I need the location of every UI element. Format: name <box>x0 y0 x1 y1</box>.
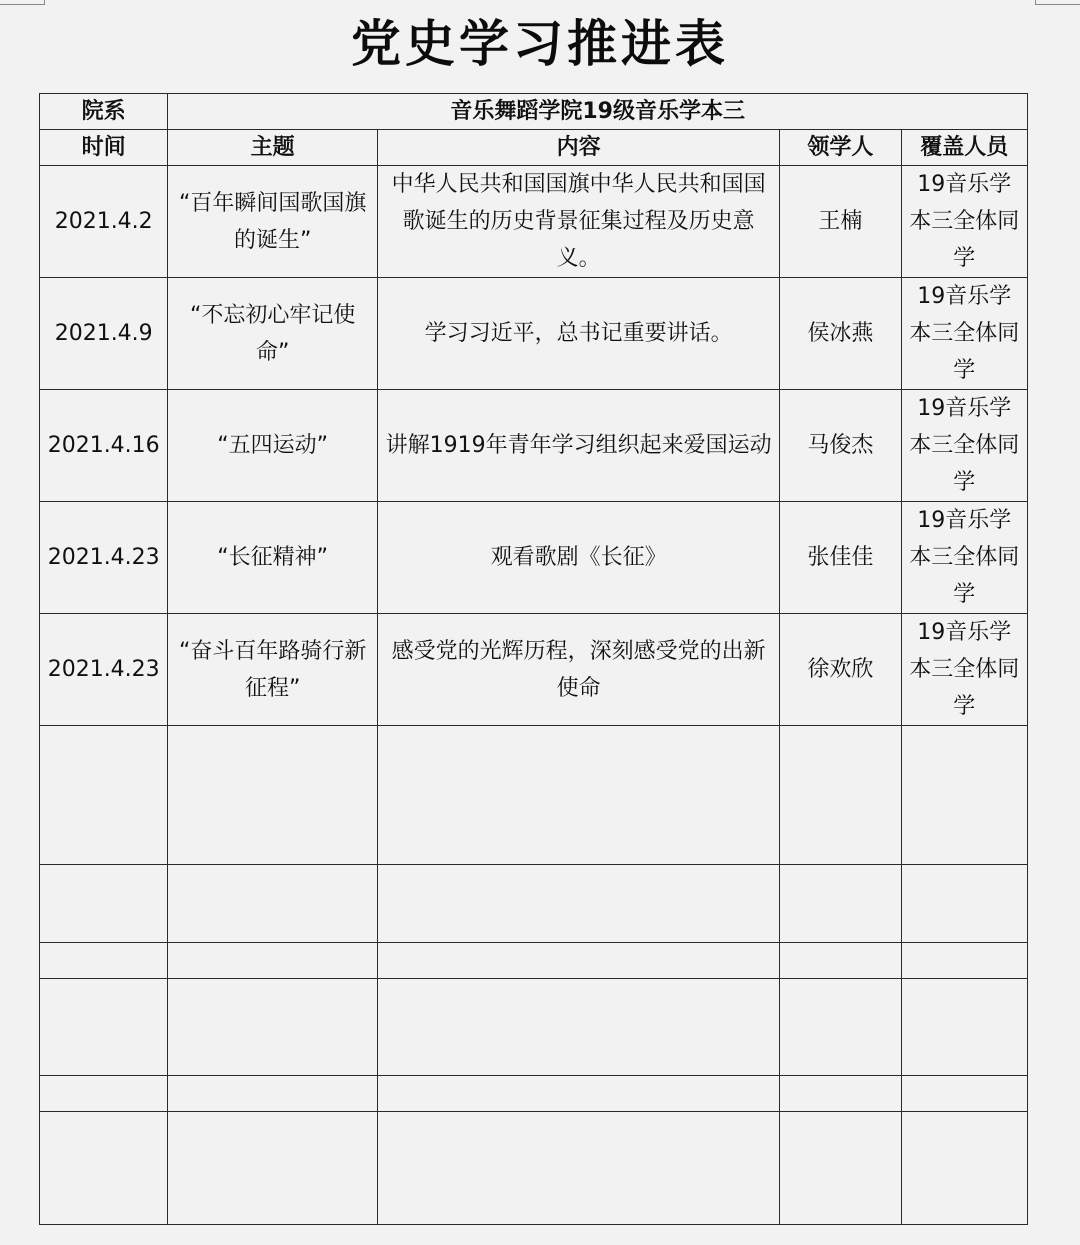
empty-cell <box>780 1112 901 1225</box>
empty-cell <box>40 1112 168 1225</box>
row-coverage: 19音乐学本三全体同学 <box>901 614 1027 726</box>
empty-cell <box>901 979 1027 1076</box>
row-time: 2021.4.23 <box>40 614 168 726</box>
empty-cell <box>780 943 901 979</box>
row-coverage: 19音乐学本三全体同学 <box>901 278 1027 390</box>
empty-cell <box>780 726 901 865</box>
department-label: 院系 <box>40 94 168 130</box>
row-content: 中华人民共和国国旗中华人民共和国国歌诞生的历史背景征集过程及历史意义。 <box>378 166 780 278</box>
empty-cell <box>901 865 1027 943</box>
empty-cell <box>168 1112 378 1225</box>
table-row <box>40 614 1028 726</box>
empty-cell <box>378 865 780 943</box>
row-content: 观看歌剧《长征》 <box>378 502 780 614</box>
row-content: 学习习近平，总书记重要讲话。 <box>378 278 780 390</box>
table-row <box>40 166 1028 278</box>
row-topic: “五四运动” <box>168 390 378 502</box>
row-time: 2021.4.9 <box>40 278 168 390</box>
empty-cell <box>378 1076 780 1112</box>
row-leader: 王楠 <box>780 166 901 278</box>
row-leader: 马俊杰 <box>780 390 901 502</box>
empty-cell <box>901 1112 1027 1225</box>
column-header-time: 时间 <box>40 130 168 166</box>
row-topic: “长征精神” <box>168 502 378 614</box>
column-header-row <box>40 130 1028 166</box>
empty-row <box>40 726 1028 865</box>
department-row <box>40 94 1028 130</box>
row-topic: “百年瞬间国歌国旗的诞生” <box>168 166 378 278</box>
empty-cell <box>378 1112 780 1225</box>
row-topic: “奋斗百年路骑行新征程” <box>168 614 378 726</box>
column-header-leader: 领学人 <box>780 130 901 166</box>
empty-cell <box>378 943 780 979</box>
empty-row <box>40 979 1028 1076</box>
document-title: 党史学习推进表 <box>351 15 729 73</box>
empty-row <box>40 1076 1028 1112</box>
row-time: 2021.4.16 <box>40 390 168 502</box>
row-time: 2021.4.2 <box>40 166 168 278</box>
table-row <box>40 278 1028 390</box>
empty-cell <box>40 865 168 943</box>
row-coverage: 19音乐学本三全体同学 <box>901 390 1027 502</box>
empty-cell <box>901 1076 1027 1112</box>
empty-cell <box>780 1076 901 1112</box>
empty-cell <box>40 943 168 979</box>
row-topic: “不忘初心牢记使命” <box>168 278 378 390</box>
row-coverage: 19音乐学本三全体同学 <box>901 166 1027 278</box>
table-row <box>40 390 1028 502</box>
empty-cell <box>168 726 378 865</box>
empty-cell <box>780 979 901 1076</box>
empty-cell <box>901 726 1027 865</box>
column-header-content: 内容 <box>378 130 780 166</box>
table-row <box>40 502 1028 614</box>
study-plan-table <box>39 93 1028 1225</box>
empty-cell <box>40 726 168 865</box>
empty-cell <box>168 979 378 1076</box>
empty-cell <box>378 979 780 1076</box>
row-leader: 张佳佳 <box>780 502 901 614</box>
row-content: 感受党的光辉历程，深刻感受党的出新使命 <box>378 614 780 726</box>
column-header-topic: 主题 <box>168 130 378 166</box>
row-leader: 徐欢欣 <box>780 614 901 726</box>
empty-cell <box>168 1076 378 1112</box>
empty-cell <box>40 1076 168 1112</box>
empty-cell <box>168 943 378 979</box>
column-header-coverage: 覆盖人员 <box>901 130 1027 166</box>
row-leader: 侯冰燕 <box>780 278 901 390</box>
empty-row <box>40 943 1028 979</box>
page-corner-mark-left <box>0 0 45 5</box>
empty-row <box>40 1112 1028 1225</box>
empty-cell <box>901 943 1027 979</box>
row-content: 讲解1919年青年学习组织起来爱国运动 <box>378 390 780 502</box>
empty-cell <box>40 979 168 1076</box>
empty-row <box>40 865 1028 943</box>
row-time: 2021.4.23 <box>40 502 168 614</box>
page-corner-mark-right <box>1035 0 1080 5</box>
empty-cell <box>168 865 378 943</box>
department-value: 音乐舞蹈学院19级音乐学本三 <box>168 94 1028 130</box>
row-coverage: 19音乐学本三全体同学 <box>901 502 1027 614</box>
empty-cell <box>378 726 780 865</box>
empty-cell <box>780 865 901 943</box>
